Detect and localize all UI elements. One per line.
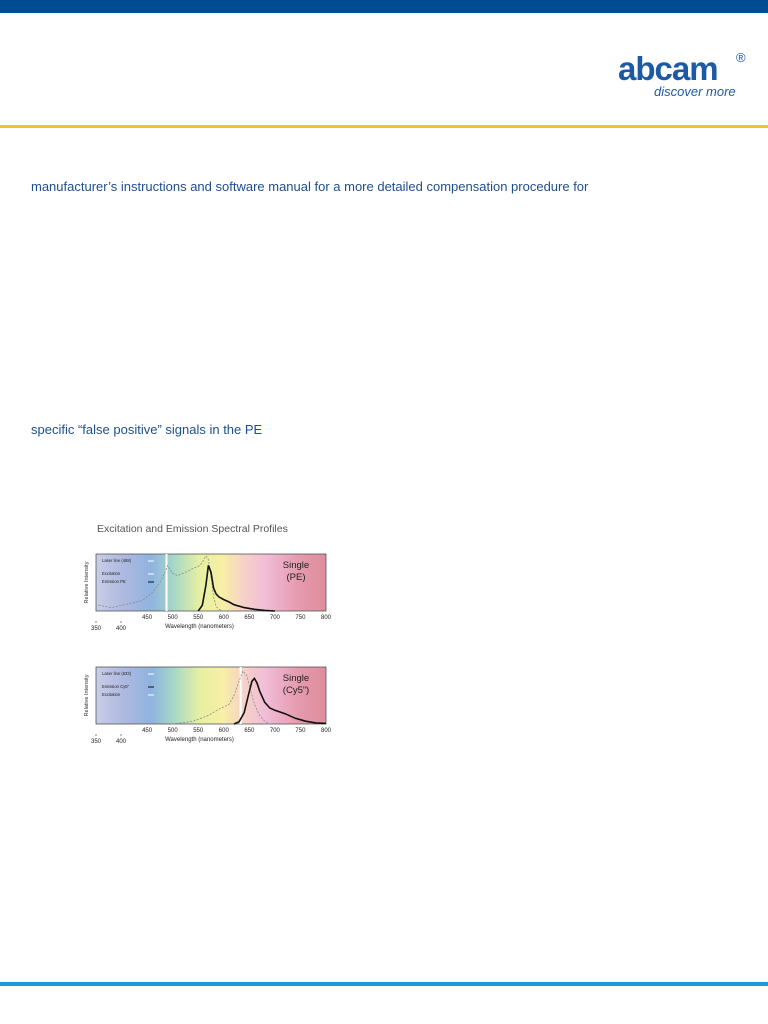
header-divider: [0, 125, 768, 128]
spectrum-panel-1: [84, 554, 332, 632]
x-tick-label: 550: [193, 615, 204, 621]
x-tick-label: 500: [167, 615, 178, 621]
logo-wordmark: abcam: [618, 50, 718, 87]
panel-annotation: (Cy5”): [282, 685, 310, 696]
footer-divider: [0, 982, 768, 986]
x-tick-label: 400: [115, 626, 127, 632]
legend-label: Excitation: [102, 571, 121, 576]
legend-label: Excitation: [102, 692, 121, 697]
x-tick-label: 400: [115, 739, 127, 745]
abcam-logo[interactable]: [600, 50, 760, 102]
x-tick-label: 650: [244, 615, 255, 621]
spectral-figure: [76, 520, 346, 750]
x-axis-label: Wavelength (nanometers): [165, 624, 234, 630]
logo-registered-mark: ®: [736, 50, 746, 65]
legend-label: Emission PE: [102, 579, 126, 584]
x-tick-label: 750: [295, 615, 306, 621]
figure-title: Excitation and Emission Spectral Profiles: [97, 523, 288, 535]
panel-annotation: Single: [282, 560, 310, 571]
legend-label: Laser line (633): [102, 671, 132, 676]
y-axis-label: Relative Intensity: [84, 561, 90, 604]
legend-label: Emission Cy5”: [102, 684, 129, 689]
spectral-charts: [76, 520, 346, 750]
x-tick-label: 700: [269, 615, 280, 621]
x-tick-label: 500: [167, 728, 178, 734]
x-tick-label: 550: [193, 728, 204, 734]
y-axis-label: Relative Intensity: [84, 674, 90, 717]
paragraph-false-positive: specific “false positive” signals in the PE: [31, 422, 263, 437]
x-tick-label: 800: [320, 615, 332, 621]
x-tick-label: 700: [269, 728, 280, 734]
x-tick-label: 750: [295, 728, 306, 734]
x-tick-label: 600: [218, 615, 229, 621]
panel-annotation: Single: [282, 673, 310, 684]
paragraph-compensation: manufacturer’s instructions and software manual for a more detailed compensation procedure for: [31, 179, 589, 194]
x-tick-label: 350: [90, 739, 102, 745]
legend-label: Laser line (488): [102, 558, 132, 563]
x-tick-label: 650: [244, 728, 255, 734]
x-tick-label: 350: [90, 626, 102, 632]
panel-annotation: (PE): [286, 572, 306, 583]
x-tick-label: 450: [142, 728, 153, 734]
x-axis-label: Wavelength (nanometers): [165, 737, 234, 743]
spectrum-panel-2: [84, 667, 332, 745]
logo-tagline: discover more: [654, 84, 736, 99]
x-tick-label: 800: [320, 728, 332, 734]
header-bar: [0, 0, 768, 13]
x-tick-label: 600: [218, 728, 229, 734]
x-tick-label: 450: [142, 615, 153, 621]
